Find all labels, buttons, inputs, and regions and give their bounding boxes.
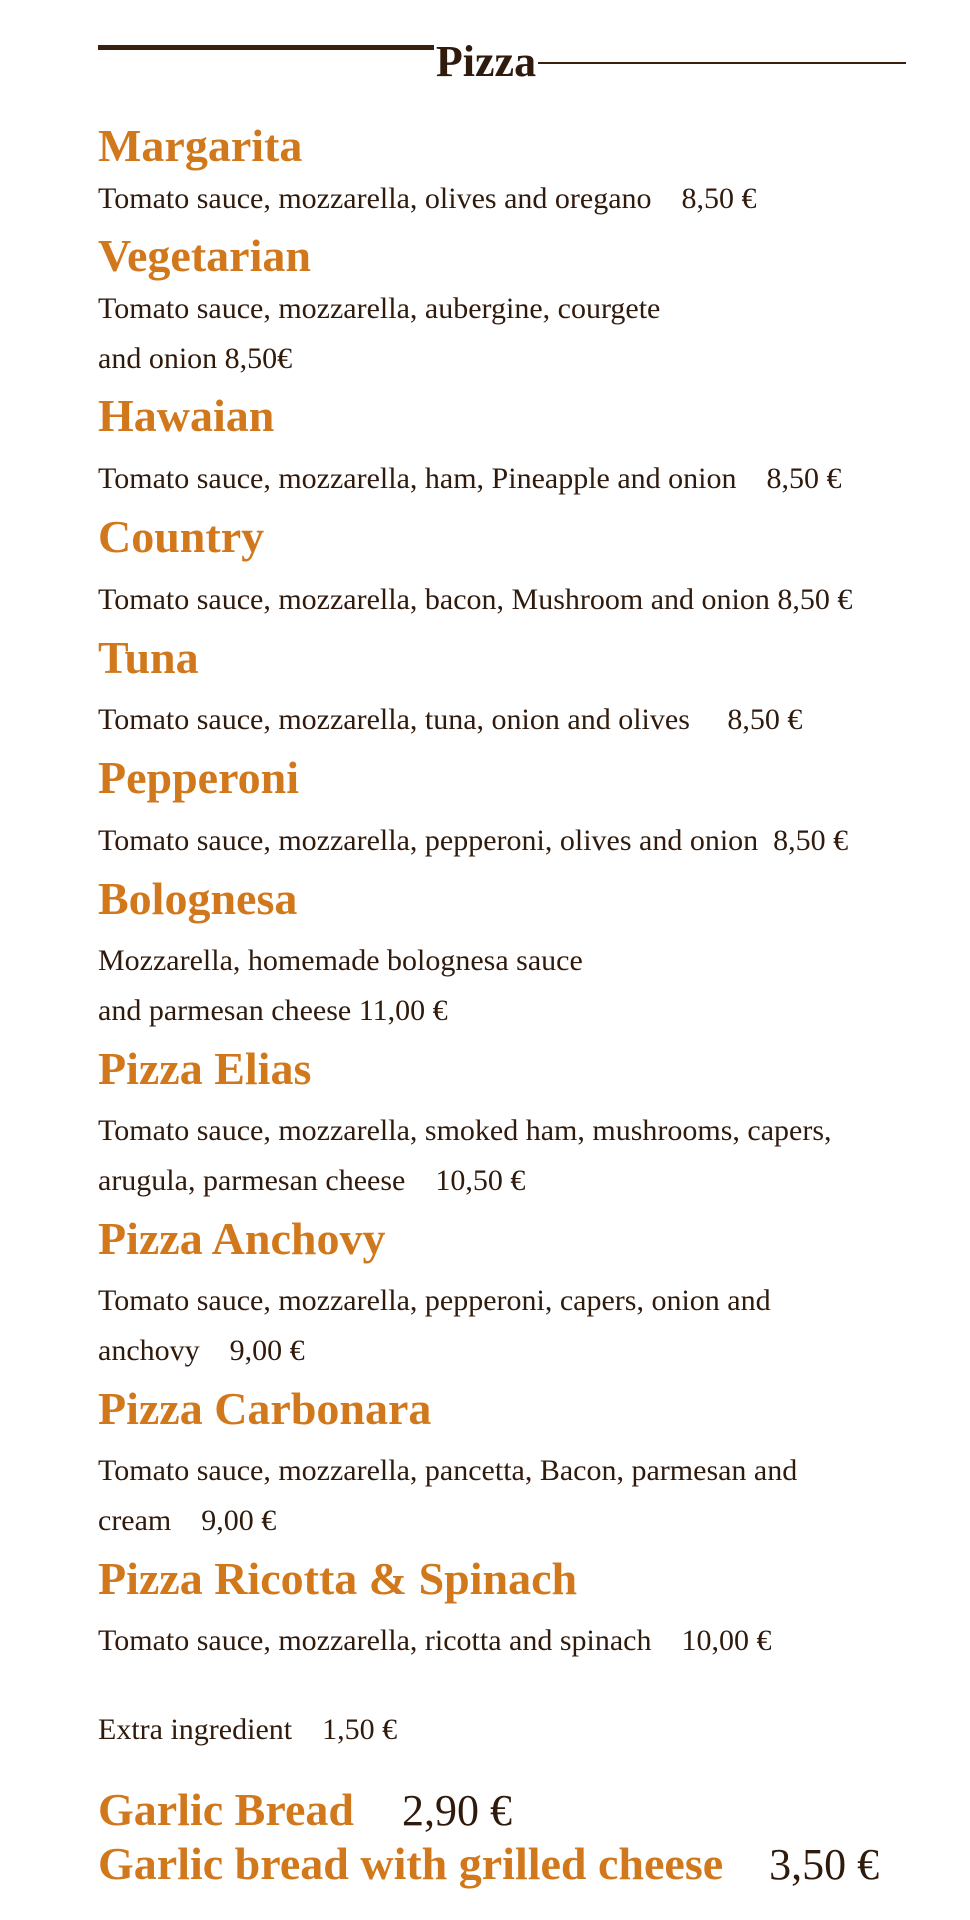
pizza-description: and onion 8,50€ xyxy=(98,342,293,375)
pizza-description: Tomato sauce, mozzarella, pepperoni, capers, onion and xyxy=(98,1284,771,1317)
pizza-name: Vegetarian xyxy=(98,230,311,281)
pizza-description: Tomato sauce, mozzarella, ricotta and spinach 10,00 € xyxy=(98,1624,772,1657)
section-title: Pizza xyxy=(435,37,537,86)
pizza-name: Tuna xyxy=(98,632,199,683)
side-item-price: 2,90 € xyxy=(401,1786,512,1835)
pizza-description: Tomato sauce, mozzarella, olives and oregano 8,50 € xyxy=(98,182,757,215)
header-rule-left xyxy=(98,45,434,50)
pizza-description: Tomato sauce, mozzarella, pepperoni, olives and onion 8,50 € xyxy=(98,824,849,857)
pizza-name: Pizza Anchovy xyxy=(98,1213,386,1264)
pizza-name: Hawaian xyxy=(98,390,275,441)
pizza-description: Tomato sauce, mozzarella, pancetta, Bacon, parmesan and xyxy=(98,1454,798,1487)
pizza-description: Tomato sauce, mozzarella, aubergine, courgete xyxy=(98,292,661,325)
pizza-name: Pizza Elias xyxy=(98,1043,312,1094)
pizza-description: Tomato sauce, mozzarella, smoked ham, mushrooms, capers, xyxy=(98,1114,832,1147)
pizza-name: Country xyxy=(98,511,265,562)
pizza-description: Tomato sauce, mozzarella, ham, Pineapple and onion 8,50 € xyxy=(98,462,842,495)
pizza-description: Tomato sauce, mozzarella, tuna, onion and olives 8,50 € xyxy=(98,703,803,736)
pizza-description: arugula, parmesan cheese 10,50 € xyxy=(98,1164,526,1197)
pizza-description: cream 9,00 € xyxy=(98,1504,277,1537)
pizza-description: and parmesan cheese 11,00 € xyxy=(98,994,448,1027)
extra-ingredient-note: Extra ingredient 1,50 € xyxy=(98,1713,398,1746)
side-item-row xyxy=(98,1838,879,1901)
pizza-name: Pizza Carbonara xyxy=(98,1383,432,1434)
pizza-name: Pepperoni xyxy=(98,752,300,803)
section-header xyxy=(98,38,906,86)
side-item-name: Garlic Bread xyxy=(98,1784,354,1835)
side-item-price: 3,50 € xyxy=(769,1840,880,1889)
pizza-description: Mozzarella, homemade bolognesa sauce xyxy=(98,944,583,977)
pizza-name: Bolognesa xyxy=(98,873,298,924)
pizza-description: anchovy 9,00 € xyxy=(98,1334,305,1367)
side-item-name: Garlic bread with grilled cheese xyxy=(98,1838,724,1889)
pizza-name: Pizza Ricotta & Spinach xyxy=(98,1553,578,1604)
pizza-description: Tomato sauce, mozzarella, bacon, Mushroom and onion 8,50 € xyxy=(98,583,853,616)
header-rule-right xyxy=(538,62,906,64)
pizza-name: Margarita xyxy=(98,120,303,171)
